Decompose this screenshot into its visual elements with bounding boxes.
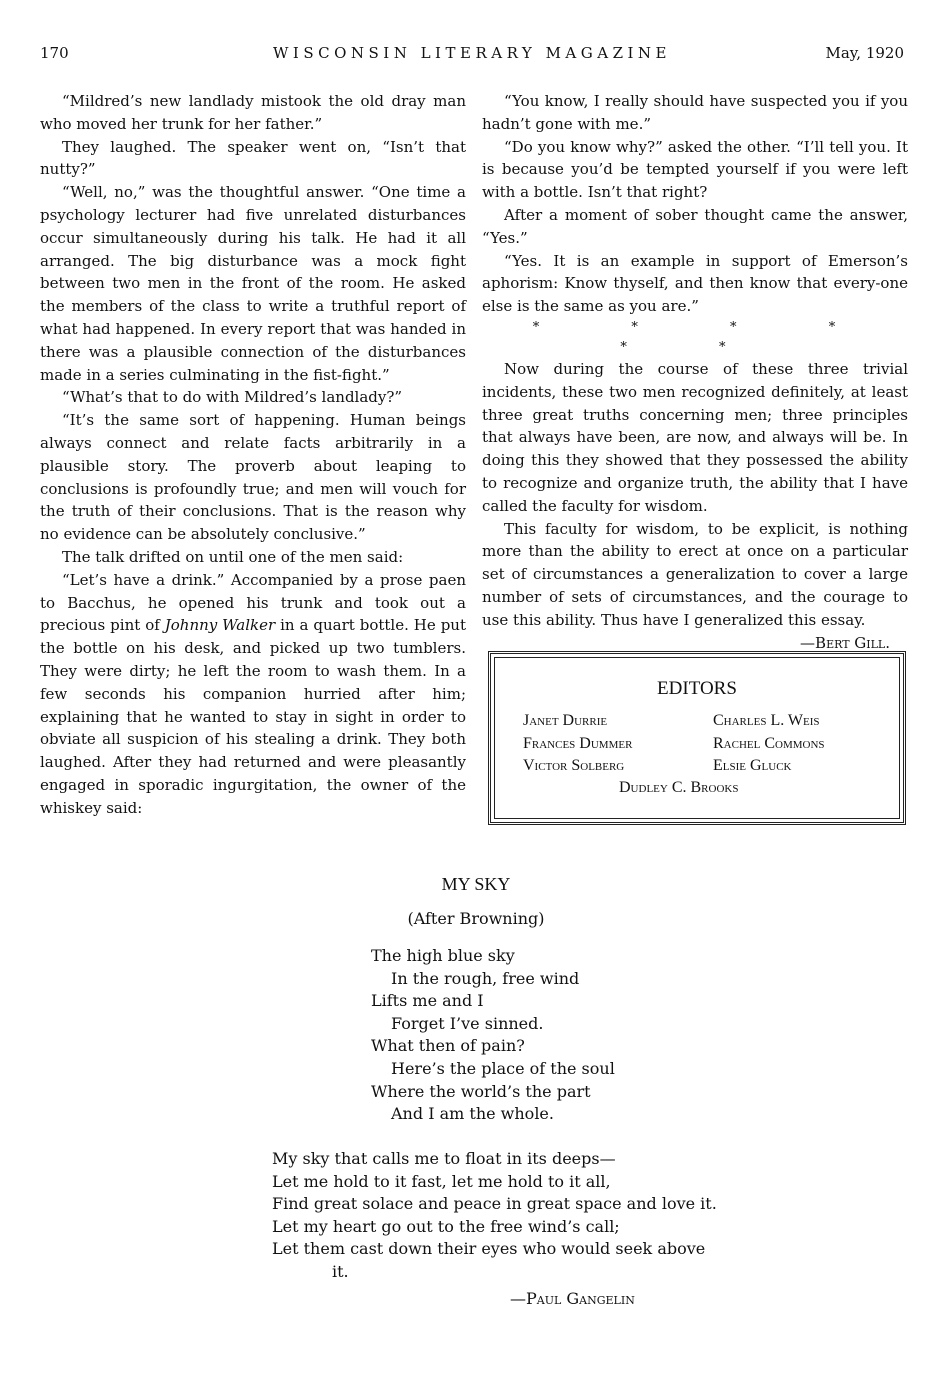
magazine-title: WISCONSIN LITERARY MAGAZINE xyxy=(272,44,671,62)
paragraph: They laughed. The speaker went on, “Isn’t that nutty?” xyxy=(40,137,466,179)
paragraph: “It’s the same sort of happening. Human beings always connect and relate facts arbitrarily in a plausible story. The proverb about leaping to conclusions is profoundly true; and men will vouch for the truth of their conclusions. That is the reason why no evidence can be absolutely conclusive.” xyxy=(40,411,466,544)
poem-line: Here’s the place of the soul xyxy=(391,1058,615,1078)
poem-title: MY SKY xyxy=(441,874,511,894)
essay-signature: —Bert Gill. xyxy=(800,633,890,652)
issue-date: May, 1920 xyxy=(825,44,904,62)
paragraph: “What’s that to do with Mildred’s landlady?” xyxy=(62,388,403,407)
paragraph: “You know, I really should have suspected you if you hadn’t gone with me.” xyxy=(482,92,908,133)
editor-name: Charles L. Weis xyxy=(713,712,820,729)
paragraph: “Well, no,” was the thoughtful answer. “One time a psychology lecturer had five unrelated disturbances occur simultaneously during his talk. He had it all arranged. The big disturbance was a mock fight between two men in the front of the room. He asked the members of the class to write a truthful report of what had happened. In every report that was handed in there was a plausible connection of the disturbances made in a series culminating in the fist-fight.” xyxy=(40,183,466,384)
editor-name: Frances Dummer xyxy=(523,735,633,752)
editor-name: Janet Durrie xyxy=(523,712,608,729)
poem-line: Lifts me and I xyxy=(371,991,484,1011)
left-column xyxy=(40,90,466,820)
poem-line: Let my heart go out to the free wind’s call; xyxy=(272,1216,620,1236)
paragraph: “Do you know why?” asked the other. “I’ll tell you. It is because you’d be tempted yourself if you were left with a bottle. Isn’t that right? xyxy=(482,137,908,202)
paragraph: “Yes. It is an example in support of Emerson’s aphorism: Know thyself, and then know that every-one else is the same as you are.” xyxy=(482,251,908,316)
paragraph: The talk drifted on until one of the men said: xyxy=(62,547,404,566)
paragraph: Now during the course of these three trivial incidents, these two men recognized definitely, at least three great truths concerning men; three principles that always have been, are now, and always will be. In doing this they showed that they possessed the ability to recognize and organize truth, the ability that I have called the faculty for wisdom. xyxy=(482,359,908,515)
poem-line: The high blue sky xyxy=(371,946,515,965)
poem-line: Let me hold to it fast, let me hold to it all, xyxy=(272,1171,611,1191)
poem-stanza-1 xyxy=(371,945,615,1126)
paragraph: After a moment of sober thought came the answer, “Yes.” xyxy=(482,205,908,247)
poem-line: What then of pain? xyxy=(371,1036,525,1056)
text-run: “Let’s have a drink.” Accompanied by a prose paen to Bacchus, he opened his trunk and took out a precious pint of xyxy=(40,570,466,635)
paragraph xyxy=(40,569,466,820)
poem-line: My sky that calls me to float in its deeps— xyxy=(272,1149,616,1168)
poem-line: Let them cast down their eyes who would seek above xyxy=(272,1239,706,1259)
page-header xyxy=(40,44,904,70)
right-column xyxy=(482,90,908,654)
poem-line: And I am the whole. xyxy=(391,1104,554,1124)
paragraph: This faculty for wisdom, to be explicit, is nothing more than the ability to erect at once on a particular set of circumstances a generalization to cover a large number of sets of circumstances, and the courage to use this ability. Thus have I generalized this essay. xyxy=(482,519,908,629)
poem-signature: —Paul Gangelin xyxy=(510,1289,635,1308)
italic-text: Johnny Walker xyxy=(164,616,276,635)
poem-line: In the rough, free wind xyxy=(391,968,580,988)
text-run: in a quart bottle. He put the bottle on his desk, and picked up two tumblers. They were dirty; he left the room to wash them. In a few seconds his companion hurried after him; explaining that he wanted to stay in sight in order to obviate all suspicion of his stealing a drink. They both laughed. After they had returned and were pleasantly engaged in sporadic ingurgitation, the owner of the whiskey said: xyxy=(40,616,466,817)
poem-stanza-2 xyxy=(272,1148,717,1284)
poem-line: Find great solace and peace in great space and love it. xyxy=(272,1194,717,1214)
poem-line: Forget I’ve sinned. xyxy=(391,1013,544,1033)
paragraph: “Mildred’s new landlady mistook the old dray man who moved her trunk for her father.” xyxy=(40,92,466,133)
editors-box xyxy=(488,651,906,825)
editor-name: Elsie Gluck xyxy=(713,757,792,774)
editor-name: Victor Solberg xyxy=(523,757,625,774)
editor-name: Dudley C. Brooks xyxy=(619,779,739,796)
poem-line: Where the world’s the part xyxy=(371,1081,591,1101)
poem-line: it. xyxy=(332,1261,349,1281)
section-break-stars: * * * * * * xyxy=(532,319,880,355)
poem-subtitle: (After Browning) xyxy=(407,909,545,928)
editors-box-inner-border xyxy=(494,657,900,819)
editors-title: EDITORS xyxy=(657,678,737,699)
page-number: 170 xyxy=(40,44,69,62)
editor-name: Rachel Commons xyxy=(713,735,825,752)
